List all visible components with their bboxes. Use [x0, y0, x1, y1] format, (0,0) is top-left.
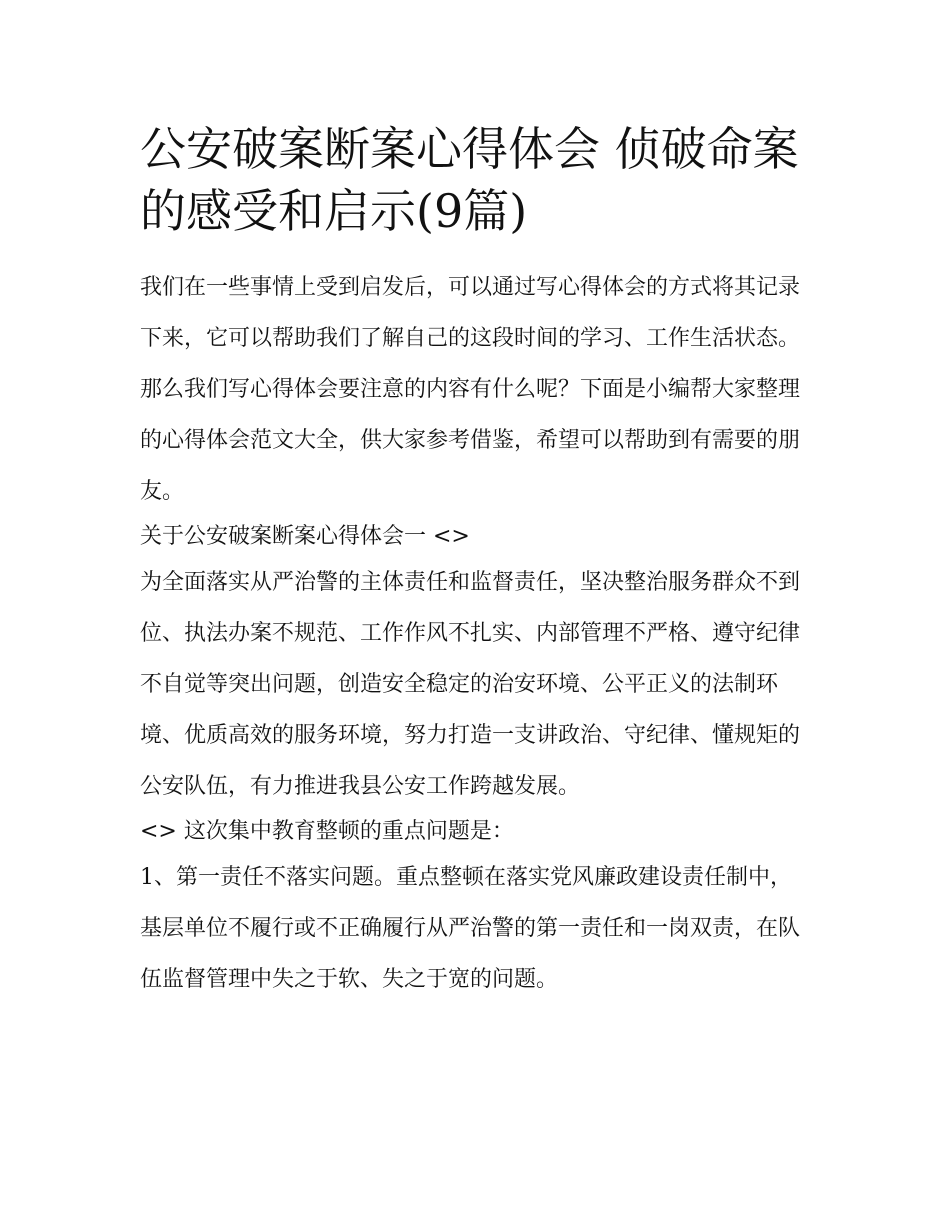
section-heading: 关于公安破案断案心得体会一 <>: [140, 524, 470, 549]
document-title: 公安破案断案心得体会 侦破命案的感受和启示(9篇): [140, 122, 799, 238]
section-body-paragraph: 为全面落实从严治警的主体责任和监督责任，坚决整治服务群众不到位、执法办案不规范、工作作风不扎实、内部管理不严格、遵守纪律不自觉等突出问题，创造安全稳定的治安环境、公平正义的法制环境、优质高效的服务环境，努力打造一支讲政治、守纪律、懂规矩的公安队伍，有力推进我县公安工作跨越发展。: [140, 570, 801, 799]
intro-paragraph: 我们在一些事情上受到启发后，可以通过写心得体会的方式将其记录下来，它可以帮助我们了解自己的这段时间的学习、工作生活状态。那么我们写心得体会要注意的内容有什么呢？下面是小编帮大家整理的心得体会范文大全，供大家参考借鉴，希望可以帮助到有需要的朋友。: [140, 275, 801, 504]
document-page: [140, 118, 812, 1005]
focus-item-1: 1、第一责任不落实问题。重点整顿在落实党风廉政建设责任制中，基层单位不履行或不正确履行从严治警的第一责任和一岗双责，在队伍监督管理中失之于软、失之于宽的问题。: [140, 865, 801, 992]
focus-intro-line: <> 这次集中教育整顿的重点问题是：: [140, 819, 514, 844]
